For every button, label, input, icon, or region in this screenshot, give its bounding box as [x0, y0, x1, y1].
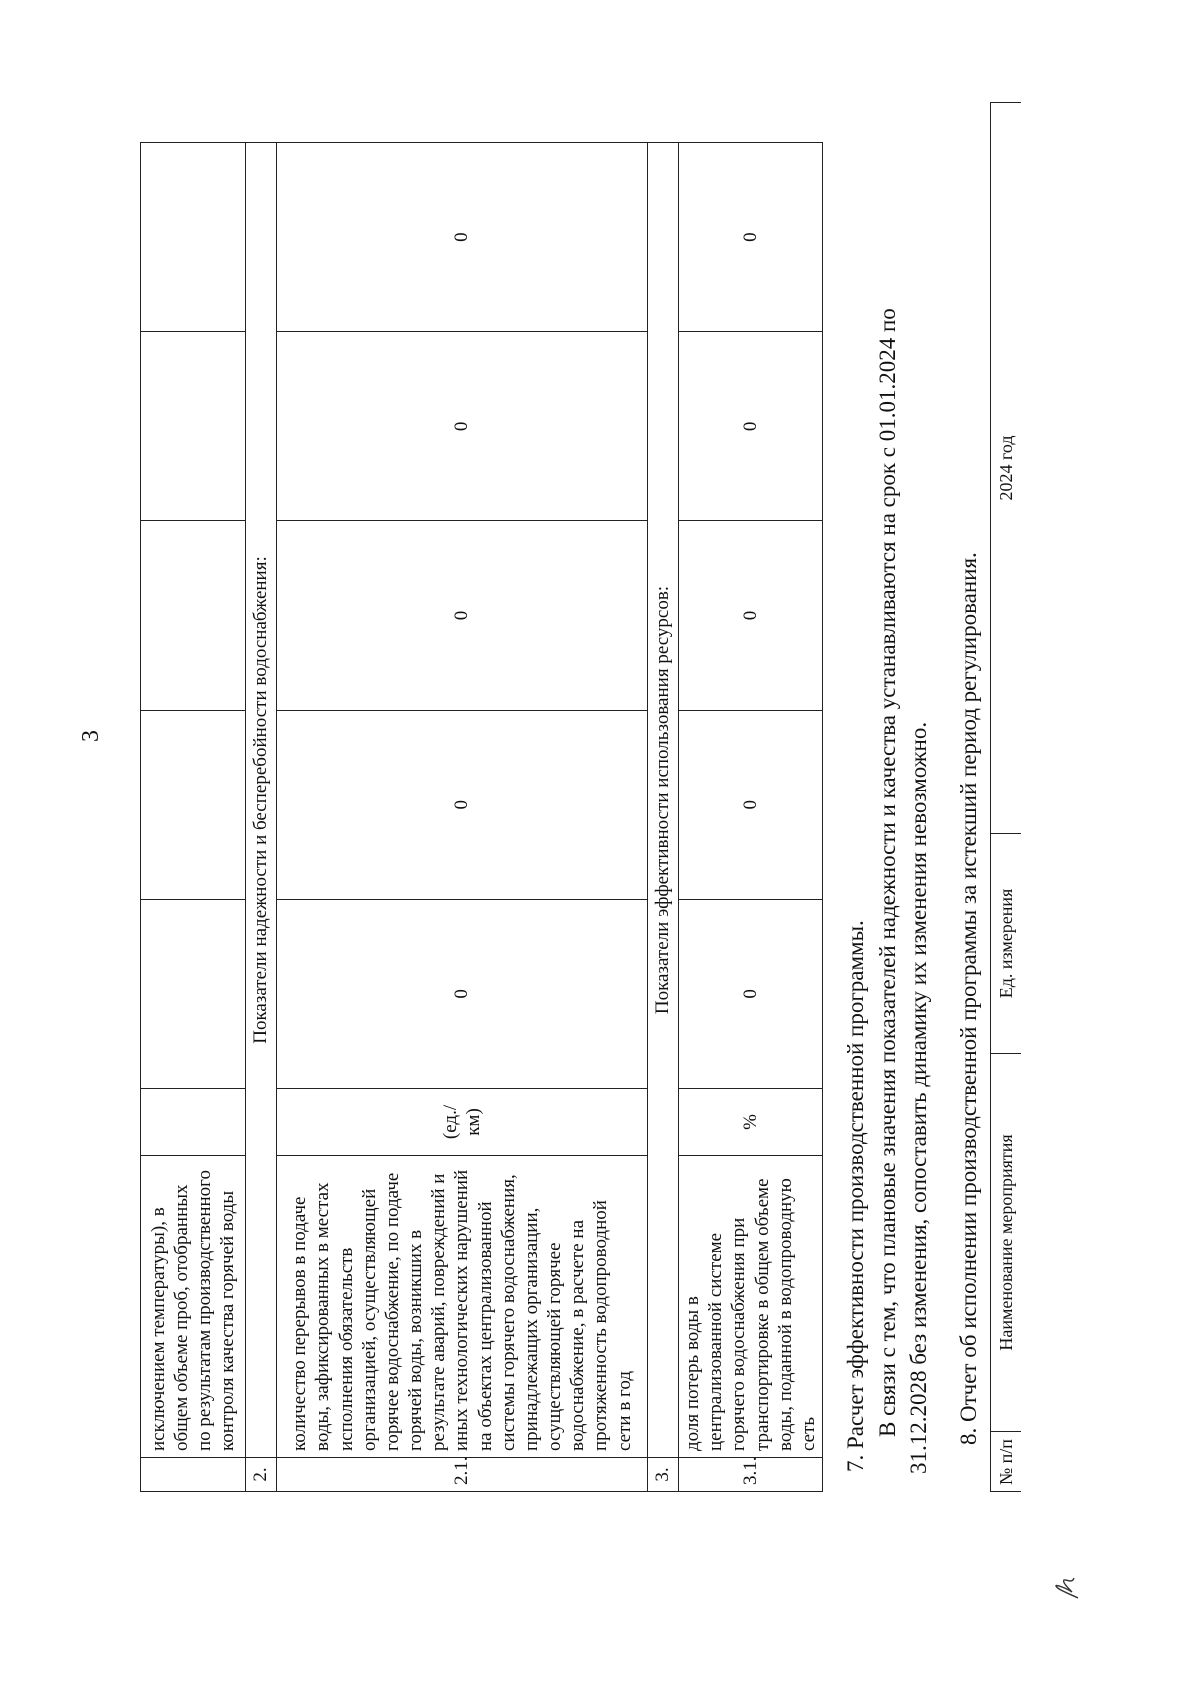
table-row [141, 143, 246, 1492]
table-header-row [991, 103, 1022, 1492]
table-row [277, 143, 648, 1492]
section-title: Показатели надежности и бесперебойности водоснабжения: [246, 143, 277, 1458]
header-unit: Ед. измерения [991, 834, 1022, 1054]
section-title: Показатели эффективности использования ресурсов: [648, 143, 679, 1458]
value-cell: 0 [679, 143, 823, 332]
header-year: 2024 год [991, 103, 1022, 834]
value-cell: 0 [277, 332, 648, 521]
section-row [246, 143, 277, 1492]
section-row [648, 143, 679, 1492]
value-cell: 0 [679, 899, 823, 1088]
value-cell: 0 [277, 143, 648, 332]
section-number: 2. [246, 1458, 277, 1492]
row-number: 2.1. [277, 1458, 648, 1492]
value-cell: 0 [679, 332, 823, 521]
section7-text-line1: В связи с тем, что плановые значения показателей надежности и качества устанавливаются на срок с 01.01.2024 по [875, 308, 900, 1437]
indicator-name: количество перерывов в подаче воды, зафиксированных в местах исполнения обязательств организацией, осуществляющей горячее водоснабжение, по подаче горячей воды, возникших в результате аварий, повреждений и иных технологических нарушений на объектах централизованной системы горячего водоснабжения, принадлежащих организации, осуществляющей горячее водоснабжение, в расчете на протяженность водопроводной сети в год [277, 1156, 648, 1458]
section-number: 3. [648, 1458, 679, 1492]
value-cell: 0 [277, 899, 648, 1088]
unit: % [679, 1089, 823, 1156]
page-number: 3 [78, 730, 104, 742]
header-num: № п/п [991, 1432, 1022, 1492]
value-cell: 0 [277, 710, 648, 899]
signature-mark-icon [1050, 1574, 1084, 1602]
indicators-table [140, 142, 823, 1492]
value-cell: 0 [679, 710, 823, 899]
indicator-name: доля потерь воды в централизованной системе горячего водоснабжения при транспортировке в общем объеме воды, поданной в водопроводную сеть [679, 1156, 823, 1458]
header-name: Наименование мероприятия [991, 1054, 1022, 1432]
section7-text-line2: 31.12.2028 без изменения, сопоставить динамику их изменения невозможно. [906, 721, 931, 1474]
section7-title: 7. Расчет эффективности производственной программы. [843, 920, 868, 1472]
row-number: 3.1. [679, 1458, 823, 1492]
unit: (ед./км) [277, 1089, 648, 1156]
value-cell: 0 [679, 521, 823, 710]
section8-title: 8. Отчет об исполнении производственной программы за истекший период регулирования. [956, 552, 981, 1445]
report-table [990, 102, 1021, 1492]
value-cell: 0 [277, 521, 648, 710]
table-row [679, 143, 823, 1492]
indicator-name: исключением температуры), в общем объеме проб, отобранных по результатам производственного контроля качества горячей воды [141, 1156, 246, 1458]
